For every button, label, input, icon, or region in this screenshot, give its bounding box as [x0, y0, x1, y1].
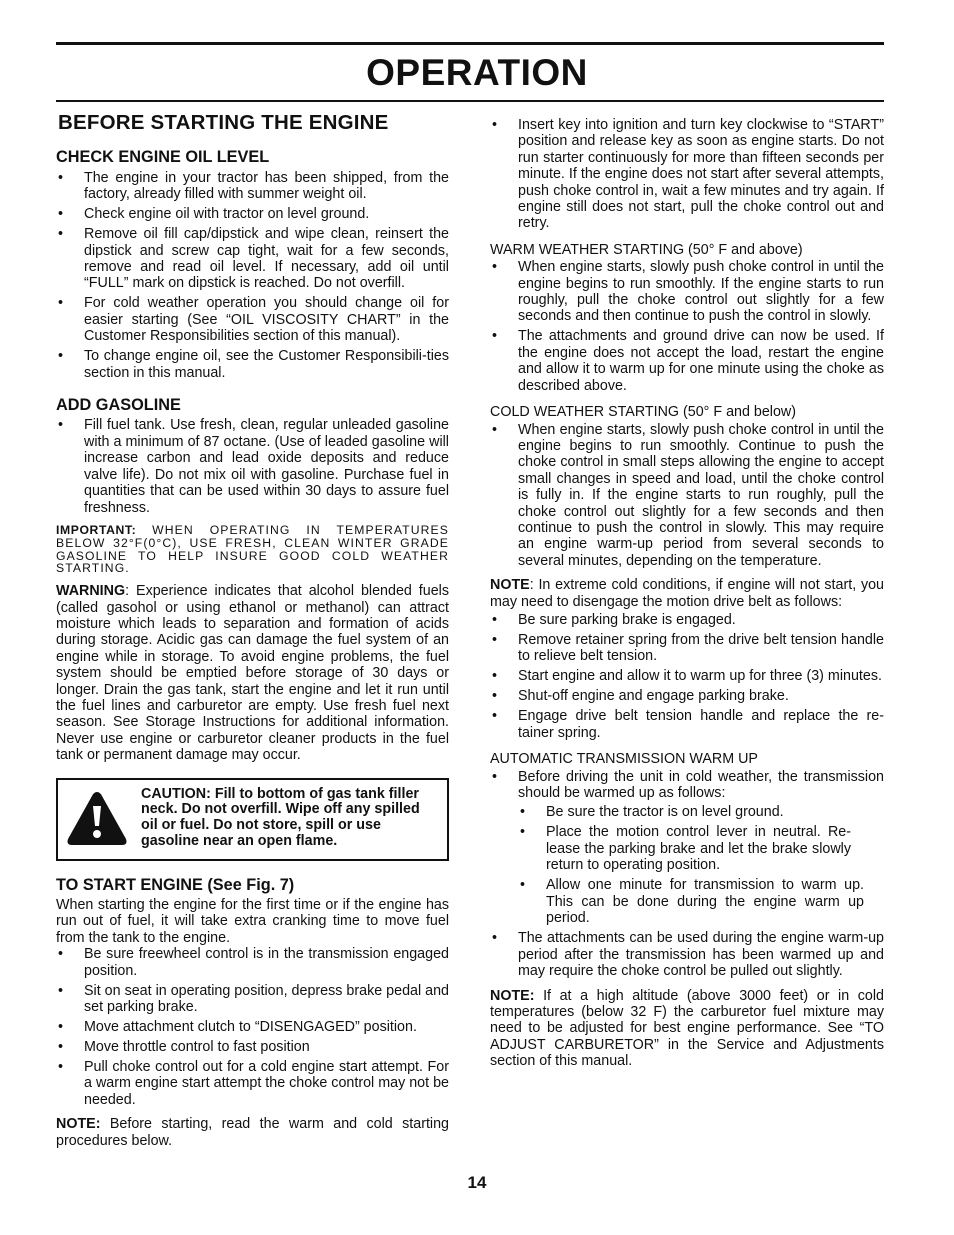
- belt-list: [490, 612, 884, 741]
- list-item: [490, 769, 884, 927]
- list-item: • Allow one minute for transmission to warm up. This can be done during the engine warm up period.: [518, 877, 864, 926]
- note-label: NOTE:: [56, 1116, 101, 1133]
- list-item: • Remove oil fill cap/dipstick and wipe clean, reinsert the dipstick and screw cap tight, wait for a few seconds, remove and read oil level. If necessary, add oil until “FULL” mark on dipstick is reached. Do not overfill.: [56, 226, 449, 292]
- header-bottom-rule: [56, 100, 884, 102]
- important-label: IMPORTANT:: [56, 522, 137, 537]
- list-item: • Be sure the tractor is on level ground.: [518, 804, 884, 820]
- note-text: Before starting, read the warm and cold starting procedures below.: [56, 1116, 449, 1149]
- warm-list: [490, 259, 884, 394]
- list-item: • The attachments and ground drive can now be used. If the engine does not accept the load, restart the engine and allow it to warm up for one minute using the choke as described above.: [490, 328, 884, 394]
- list-item: • To change engine oil, see the Customer Responsibili-ties section in this manual.: [56, 348, 449, 381]
- cold-list: [490, 422, 884, 570]
- cold-note: [490, 577, 884, 610]
- list-item: • Check engine oil with tractor on level ground.: [56, 206, 449, 222]
- warm-heading: WARM WEATHER STARTING (50° F and above): [490, 241, 803, 258]
- auto-note: [490, 988, 884, 1070]
- list-item: • Fill fuel tank. Use fresh, clean, regular unleaded gasoline with a minimum of 87 octane. (Use of leaded gasoline will increase carbon and lead oxide deposits and reduce valve life). Do not mix oil with gasoline. Purchase fuel in quantities that can be used within 30 days to assure fuel freshness.: [56, 417, 449, 515]
- warning-label: WARNING: [56, 583, 126, 600]
- list-item: • Be sure parking brake is engaged.: [490, 612, 884, 628]
- page-number: 14: [467, 1173, 487, 1192]
- oil-list: [56, 170, 449, 381]
- start-heading: TO START ENGINE (See Fig. 7): [56, 875, 295, 894]
- list-item: • Engage drive belt tension handle and replace the re-tainer spring.: [490, 708, 884, 741]
- list-item: • The engine in your tractor has been shipped, from the factory, already filled with summer weight oil.: [56, 170, 449, 203]
- warning-text: : Experience indicates that alcohol blended fuels (called gasohol or using ethanol or methanol) can attract moisture which leads to separation and formation of acids during storage. Acidic gas can damage the fuel system of an engine while in storage. To avoid engine problems, the fuel system should be emptied before storage of 30 days or longer. Drain the gas tank, start the engine and let it run until the fuel lines and carburetor are empty. Use fresh fuel next season. See Storage Instructions for additional information. Never use engine or carburetor cleaner products in the fuel tank or permanent damage may occur.: [56, 583, 449, 764]
- cold-heading: COLD WEATHER STARTING (50° F and below): [490, 404, 797, 421]
- note-label: NOTE:: [490, 987, 535, 1004]
- left-column: [56, 112, 449, 1155]
- important-notice: [56, 524, 449, 575]
- gas-list: [56, 417, 449, 515]
- gas-heading: ADD GASOLINE: [56, 396, 181, 415]
- list-item: • Move throttle control to fast position: [56, 1039, 449, 1055]
- start-list: [56, 946, 449, 1108]
- list-item: • When engine starts, slowly push choke control in until the engine begins to run smoothly. Continue to push the choke control in small steps allowing the engine to accept small changes in speed and load, until the choke control is fully in. If the engine starts to run roughly, pull the choke control out slightly for a few seconds and then continue to push the control in slowly. This may require an engine warm-up period from several seconds to several minutes, depending on the temperature.: [490, 422, 884, 570]
- note-text: If at a high altitude (above 3000 feet) or in cold temperatures (below 32 F) the carburetor fuel mixture may need to be adjusted for best engine performance. See “TO ADJUST CARBURETOR” in the Service and Adjustments section of this manual.: [490, 987, 884, 1070]
- list-item: • For cold weather operation you should change oil for easier starting (See “OIL VISCOSITY CHART” in the Customer Responsibilities section of this manual).: [56, 295, 449, 344]
- list-item: • Start engine and allow it to warm up for three (3) minutes.: [490, 668, 884, 684]
- warning-paragraph: [56, 583, 449, 763]
- list-item: • Remove retainer spring from the drive belt tension handle to relieve belt tension.: [490, 632, 884, 665]
- note-text: : In extreme cold conditions, if engine will not start, you may need to disengage the motion drive belt as follows:: [490, 577, 884, 610]
- list-item: • Move attachment clutch to “DISENGAGED” position.: [56, 1019, 449, 1035]
- note-label: NOTE: [490, 577, 530, 594]
- list-item: • Sit on seat in operating position, depress brake pedal and set parking brake.: [56, 983, 449, 1016]
- section-title: BEFORE STARTING THE ENGINE: [58, 111, 389, 134]
- list-item: • Place the motion control lever in neutral. Re-lease the parking brake and let the brake slowly return to operating position.: [518, 824, 851, 873]
- auto-sub-list: [518, 804, 884, 926]
- page-title: OPERATION: [366, 52, 588, 93]
- key-list: [490, 117, 884, 232]
- caution-text: CAUTION: Fill to bottom of gas tank filler neck. Do not overfill. Wipe off any spilled oil or fuel. Do not store, spill or use gasoline near an open flame.: [141, 785, 420, 849]
- oil-heading: CHECK ENGINE OIL LEVEL: [56, 148, 270, 167]
- caution-box: [56, 778, 449, 861]
- important-text: WHEN OPERATING IN TEMPERATURES BELOW 32°F(0°C), USE FRESH, CLEAN WINTER GRADE GASOLINE TO HELP INSURE GOOD COLD WEATHER STARTING.: [56, 522, 449, 576]
- list-item: • Insert key into ignition and turn key clockwise to “START” position and release key as soon as engine starts. Do not run starter continuously for more than fifteen seconds per minute. If the engine does not start after several attempts, push choke control in, wait a few minutes and try again. If engine still does not start, pull the choke control out and retry.: [490, 117, 884, 232]
- start-note: [56, 1116, 449, 1149]
- warning-triangle-icon: [65, 789, 129, 849]
- header-top-rule: [56, 42, 884, 45]
- list-item: • Shut-off engine and engage parking brake.: [490, 688, 884, 704]
- list-item: • Pull choke control out for a cold engine start attempt. For a warm engine start attempt the choke control may not be needed.: [56, 1059, 449, 1108]
- auto-heading: AUTOMATIC TRANSMISSION WARM UP: [490, 751, 758, 768]
- auto-list: [490, 769, 884, 980]
- start-intro: When starting the engine for the first time or if the engine has run out of fuel, it will take extra cranking time to move fuel from the tank to the engine.: [56, 896, 449, 946]
- right-column: [490, 117, 884, 1076]
- list-item: • Be sure freewheel control is in the transmission engaged position.: [56, 946, 449, 979]
- list-item: • When engine starts, slowly push choke control in until the engine begins to run smoothly. If the engine starts to run roughly, pull the choke control out slightly for a few seconds and then continue to push the control in slowly.: [490, 259, 884, 325]
- auto-item-text: Before driving the unit in cold weather, the transmission should be warmed up as follows:: [518, 768, 884, 801]
- list-item: • The attachments can be used during the engine warm-up period after the transmission has been warmed up and may require the choke control be pulled out slightly.: [490, 930, 884, 979]
